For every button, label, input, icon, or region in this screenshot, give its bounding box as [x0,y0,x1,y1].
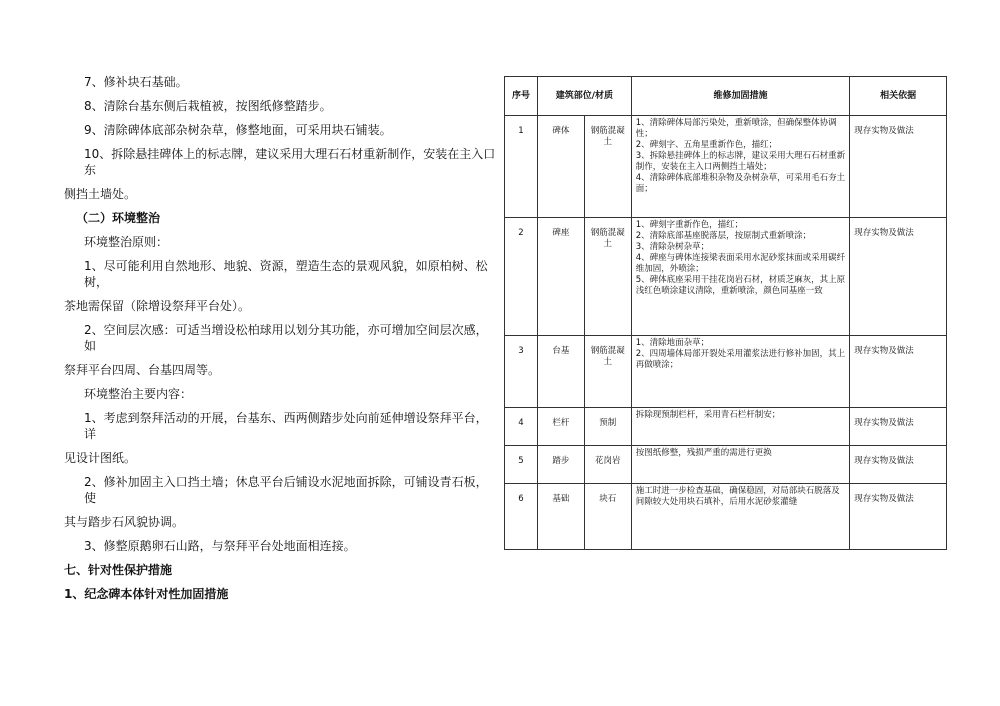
text-line: 环境整治主要内容： [84,387,193,401]
text-line: 2、修补加固主入口挡土墙；休息平台后铺设水泥地面拆除，可铺设青石板，使 [84,475,488,505]
table-row [505,218,947,336]
row-measures: 拆除现预制栏杆，采用青石栏杆制安； [631,408,849,446]
row-measures: 1、碑刻字重新作色，描红； 2、清除底部基座脱落层，按原制式重新喷涂； 3、清除杂树杂草； 4、碑座与碑体连接梁表面采用水泥砂浆抹面或采用碳纤维加固，外喷涂； 5、碑体底座采用干挂花岗岩石材，材质芝麻灰，其上原浅红色喷涂建议清除，重新喷涂，颜色同基座一致 [631,218,849,336]
text-line: 8、清除台基东侧后栽植被，按图纸修整踏步。 [84,99,332,113]
row-basis: 现存实物及做法 [850,446,947,484]
row-basis: 现存实物及做法 [850,484,947,550]
row-material: 块石 [584,484,631,550]
row-basis: 现存实物及做法 [850,408,947,446]
header-measures: 维修加固措施 [631,77,849,116]
row-part: 基础 [537,484,584,550]
row-basis: 现存实物及做法 [850,116,947,218]
table-row [505,408,947,446]
row-basis: 现存实物及做法 [850,336,947,408]
row-number: 1 [505,116,538,218]
row-number: 5 [505,446,538,484]
row-material: 预制 [584,408,631,446]
row-material: 钢筋混凝土 [584,218,631,336]
text-line: 祭拜平台四周、台基四周等。 [64,363,221,377]
text-line: 见设计图纸。 [64,451,137,465]
text-line: 9、清除碑体底部杂树杂草，修整地面，可采用块石铺装。 [84,123,392,137]
row-material: 钢筋混凝土 [584,116,631,218]
text-line: 3、修整原鹅卵石山路，与祭拜平台处地面相连接。 [84,539,356,553]
table-row [505,446,947,484]
text-line: 侧挡土墙处。 [64,187,137,201]
row-part: 台基 [537,336,584,408]
section-heading: （二）环境整治 [76,211,161,225]
row-measures: 按图纸修整，残损严重的需进行更换 [631,446,849,484]
row-measures: 施工时进一步检查基础，确保稳固，对局部块石脱落及间隙较大处用块石填补，后用水泥砂浆灌缝 [631,484,849,550]
row-part: 栏杆 [537,408,584,446]
header-basis: 相关依据 [850,77,947,116]
table-row [505,484,947,550]
row-number: 6 [505,484,538,550]
text-line: 其与踏步石风貌协调。 [64,515,185,529]
text-line: 1、尽可能利用自然地形、地貌、资源，塑造生态的景观风貌，如原柏树、松树， [84,259,488,289]
row-part: 碑座 [537,218,584,336]
body-text [64,74,496,602]
row-number: 4 [505,408,538,446]
row-measures: 1、清除碑体局部污染处，重新喷涂，但确保整体协调性； 2、碑刻字、五角星重新作色，描红； 3、拆除悬挂碑体上的标志牌，建议采用大理石石材重新制作，安装在主入口两侧挡土墙处； 4、清除碑体底部堆积杂物及杂树杂草，可采用毛石夯土面； [631,116,849,218]
row-material: 钢筋混凝土 [584,336,631,408]
subsection-heading: 1、纪念碑本体针对性加固措施 [64,587,229,601]
table-header-row [505,77,947,116]
text-line: 7、修补块石基础。 [84,75,188,89]
row-part: 碑体 [537,116,584,218]
text-line: 2、空间层次感：可适当增设松柏球用以划分其功能，亦可增加空间层次感，如 [84,323,488,353]
repair-measures-table [504,76,947,550]
row-number: 3 [505,336,538,408]
row-basis: 现存实物及做法 [850,218,947,336]
text-line: 1、考虑到祭拜活动的开展，台基东、西两侧踏步处向前延伸增设祭拜平台，详 [84,411,488,441]
text-line: 环境整治原则： [84,235,169,249]
text-line: 10、拆除悬挂碑体上的标志牌，建议采用大理石石材重新制作，安装在主入口东 [84,147,496,177]
section-heading: 七、针对性保护措施 [64,563,173,577]
row-number: 2 [505,218,538,336]
header-part-material: 建筑部位/材质 [537,77,631,116]
row-measures: 1、清除地面杂草； 2、四周墙体局部开裂处采用灌浆法进行修补加固，其上再做喷涂； [631,336,849,408]
header-no: 序号 [505,77,538,116]
row-part: 踏步 [537,446,584,484]
table-row [505,336,947,408]
text-line: 茶地需保留（除增设祭拜平台处）。 [64,299,251,313]
row-material: 花岗岩 [584,446,631,484]
table-row [505,116,947,218]
